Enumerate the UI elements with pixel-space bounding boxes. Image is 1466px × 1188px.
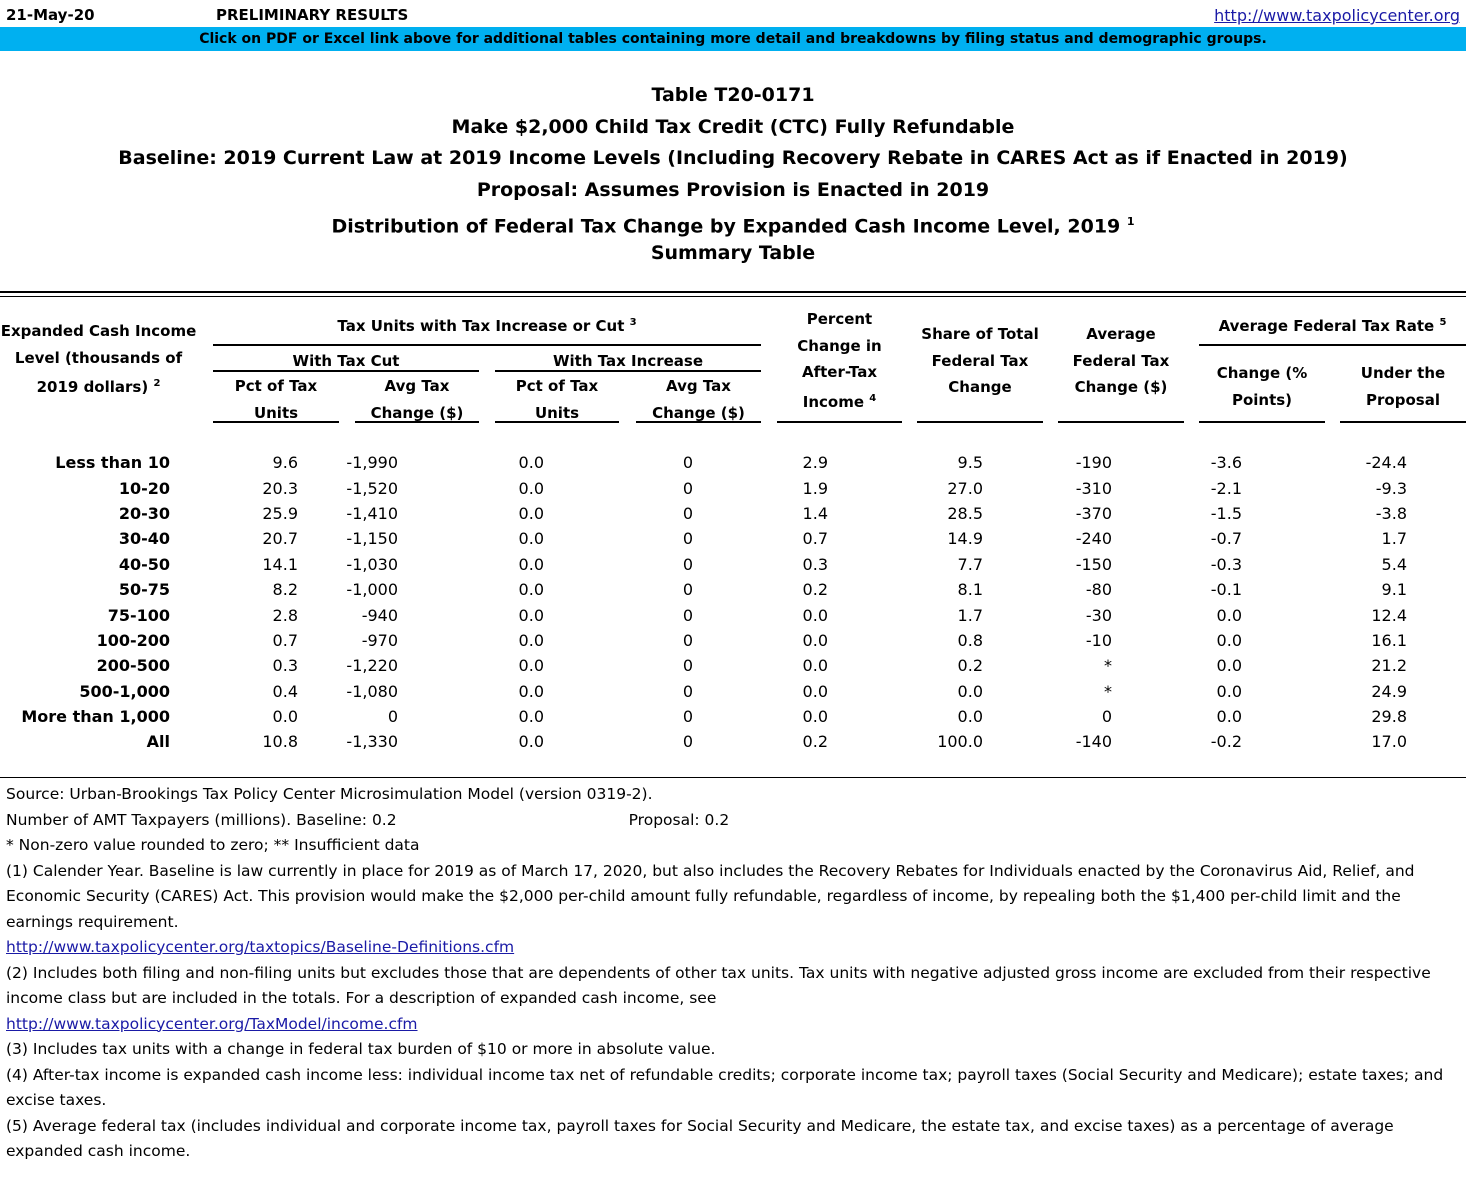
table-row xyxy=(0,450,1440,475)
cell-share: 28.5 xyxy=(947,503,983,523)
cell-inc-avg: 0 xyxy=(682,732,693,752)
cell-inc-avg: 0 xyxy=(682,707,693,727)
group-rate-underline xyxy=(1199,344,1466,346)
col-underline xyxy=(777,421,902,423)
table-row xyxy=(0,475,1440,500)
subgroup-tax-cut-header: With Tax Cut xyxy=(292,352,400,370)
cell-inc-avg: 0 xyxy=(682,656,693,676)
cell-avg-fed: * xyxy=(1104,681,1112,701)
cell-rate-under: 16.1 xyxy=(1371,630,1407,650)
cell-avg-fed: * xyxy=(1104,656,1112,676)
cell-rate-change: -0.3 xyxy=(1210,554,1242,574)
table-row xyxy=(0,653,1440,678)
title-line-4: Distribution of Federal Tax Change by Expanded Cash Income Level, 2019 $^1$ xyxy=(331,215,1135,238)
col-avg-fed-header: Average Federal Tax Change ($) xyxy=(1072,325,1170,396)
subgroup-cut-underline xyxy=(213,370,479,372)
table-row xyxy=(0,526,1440,551)
cell-cut-avg: -940 xyxy=(361,605,398,625)
cell-pct-change: 1.9 xyxy=(802,478,828,498)
group-avg-rate-header: Average Federal Tax Rate $^5$ xyxy=(1218,317,1447,335)
cell-pct-change: 0.0 xyxy=(802,707,828,727)
cell-cut-avg: -1,000 xyxy=(346,580,398,600)
cell-cut-avg: -1,150 xyxy=(346,529,398,549)
cell-share: 1.7 xyxy=(957,605,983,625)
row-label: 30-40 xyxy=(118,529,170,549)
col-pct-change-header: Percent Change in After-Tax Income $^4$ xyxy=(797,310,882,411)
col-underline xyxy=(1199,421,1325,423)
cell-cut-avg: -1,990 xyxy=(346,453,398,473)
note-3: (3) Includes tax units with a change in federal tax burden of $10 or more in absolute value. xyxy=(6,1040,716,1058)
cell-pct-change: 0.2 xyxy=(802,732,828,752)
cell-pct-change: 0.3 xyxy=(802,554,828,574)
cell-avg-fed: -310 xyxy=(1075,478,1112,498)
cell-cut-avg: -970 xyxy=(361,630,398,650)
col-inc-avg-header: Avg Tax Change ($) xyxy=(652,377,745,422)
group-tax-units-header: Tax Units with Tax Increase or Cut $^3$ xyxy=(337,317,637,335)
row-label: More than 1,000 xyxy=(21,707,170,727)
table-row xyxy=(0,704,1440,729)
cell-rate-change: -1.5 xyxy=(1210,503,1242,523)
cell-rate-change: 0.0 xyxy=(1216,681,1242,701)
cell-avg-fed: -150 xyxy=(1075,554,1112,574)
cell-share: 0.8 xyxy=(957,630,983,650)
cell-cut-pct: 0.0 xyxy=(272,707,298,727)
cell-rate-under: 12.4 xyxy=(1371,605,1407,625)
table-notes xyxy=(6,782,1461,1165)
col-underline xyxy=(355,421,479,423)
cell-share: 0.0 xyxy=(957,707,983,727)
cell-share: 14.9 xyxy=(947,529,983,549)
cell-cut-avg: -1,030 xyxy=(346,554,398,574)
preliminary-label: PRELIMINARY RESULTS xyxy=(216,6,409,24)
cell-cut-pct: 10.8 xyxy=(262,732,298,752)
col-rate-change-header: Change (% Points) xyxy=(1216,364,1308,409)
col-underline xyxy=(495,421,619,423)
cell-inc-pct: 0.0 xyxy=(518,707,544,727)
cell-inc-avg: 0 xyxy=(682,478,693,498)
info-banner: Click on PDF or Excel link above for additional tables containing more detail and breakdowns by filing status and demographic groups. xyxy=(0,27,1466,51)
cell-rate-change: 0.0 xyxy=(1216,707,1242,727)
table-row xyxy=(0,577,1440,602)
cell-inc-pct: 0.0 xyxy=(518,478,544,498)
row-label: 20-30 xyxy=(118,503,170,523)
title-line-2: Baseline: 2019 Current Law at 2019 Income Levels (Including Recovery Rebate in CARES Act as if Enacted in 2019) xyxy=(118,147,1348,170)
cell-cut-pct: 0.3 xyxy=(272,656,298,676)
cell-cut-avg: -1,330 xyxy=(346,732,398,752)
table-row xyxy=(0,552,1440,577)
cell-inc-pct: 0.0 xyxy=(518,503,544,523)
amt-note: Number of AMT Taxpayers (millions). Baseline: 0.2 Proposal: 0.2 xyxy=(6,810,730,829)
cell-share: 0.2 xyxy=(957,656,983,676)
baseline-definitions-link[interactable]: http://www.taxpolicycenter.org/taxtopics/Baseline-Definitions.cfm xyxy=(6,938,515,956)
cell-share: 9.5 xyxy=(957,453,983,473)
row-label: 100-200 xyxy=(96,630,170,650)
cell-rate-change: 0.0 xyxy=(1216,630,1242,650)
note-4: (4) After-tax income is expanded cash income less: individual income tax net of refundable credits; corporate income tax; payroll taxes (Social Security and Medicare); estate taxes; and excise taxes. xyxy=(6,1065,1444,1109)
cell-inc-pct: 0.0 xyxy=(518,605,544,625)
income-model-link[interactable]: http://www.taxpolicycenter.org/TaxModel/income.cfm xyxy=(6,1014,418,1033)
cell-pct-change: 0.0 xyxy=(802,681,828,701)
cell-cut-pct: 20.3 xyxy=(262,478,298,498)
cell-inc-pct: 0.0 xyxy=(518,529,544,549)
cell-rate-under: -24.4 xyxy=(1365,453,1407,473)
subgroup-increase-underline xyxy=(495,370,761,372)
note-2: (2) Includes both filing and non-filing units but excludes those that are dependents of other tax units. Tax units with negative adjusted gross income are excluded from their respective income class but are included in the totals. For a description of expanded cash income, see xyxy=(6,963,1431,1007)
cell-inc-pct: 0.0 xyxy=(518,630,544,650)
col-underline xyxy=(213,421,339,423)
row-label: 200-500 xyxy=(96,656,170,676)
cell-inc-pct: 0.0 xyxy=(518,681,544,701)
cell-inc-pct: 0.0 xyxy=(518,656,544,676)
cell-inc-avg: 0 xyxy=(682,605,693,625)
cell-rate-under: 5.4 xyxy=(1381,554,1407,574)
cell-share: 7.7 xyxy=(957,554,983,574)
cell-avg-fed: -80 xyxy=(1085,580,1112,600)
cell-avg-fed: -370 xyxy=(1075,503,1112,523)
cell-rate-under: 9.1 xyxy=(1381,580,1407,600)
table-row xyxy=(0,602,1440,627)
cell-rate-under: 29.8 xyxy=(1371,707,1407,727)
col-rate-under-header: Under the Proposal xyxy=(1360,364,1446,409)
cell-inc-pct: 0.0 xyxy=(518,732,544,752)
note-5: (5) Average federal tax (includes individual and corporate income tax, payroll taxes for Social Security and Medicare, the estate tax, and excise taxes) as a percentage of average expanded cash income. xyxy=(6,1116,1394,1160)
report-date: 21-May-20 xyxy=(6,6,95,24)
col-underline xyxy=(636,421,761,423)
cell-rate-under: 24.9 xyxy=(1371,681,1407,701)
title-line-3: Proposal: Assumes Provision is Enacted in 2019 xyxy=(476,178,990,201)
table-row xyxy=(0,628,1440,653)
col-cut-avg-header: Avg Tax Change ($) xyxy=(370,377,464,422)
cell-inc-avg: 0 xyxy=(682,554,693,574)
col-cut-pct-header: Pct of Tax Units xyxy=(234,377,318,422)
col-underline xyxy=(1340,421,1466,423)
col-income-header: Expanded Cash Income Level (thousands of 2019 dollars) $^2$ xyxy=(0,322,197,396)
cell-pct-change: 0.0 xyxy=(802,656,828,676)
cell-cut-pct: 25.9 xyxy=(262,503,298,523)
cell-inc-avg: 0 xyxy=(682,681,693,701)
cell-pct-change: 0.7 xyxy=(802,529,828,549)
cell-cut-avg: -1,220 xyxy=(346,656,398,676)
cell-inc-avg: 0 xyxy=(682,580,693,600)
cell-cut-avg: 0 xyxy=(387,707,398,727)
cell-rate-change: -0.1 xyxy=(1210,580,1242,600)
source-note: Source: Urban-Brookings Tax Policy Center Microsimulation Model (version 0319-2). xyxy=(6,785,653,803)
cell-cut-pct: 20.7 xyxy=(262,529,298,549)
cell-rate-change: 0.0 xyxy=(1216,605,1242,625)
group-units-underline xyxy=(213,344,761,346)
cell-cut-pct: 0.7 xyxy=(272,630,298,650)
cell-share: 27.0 xyxy=(947,478,983,498)
table-id: Table T20-0171 xyxy=(651,84,815,106)
header-top-rule xyxy=(0,291,1466,293)
row-label: 40-50 xyxy=(118,554,170,574)
row-label: Less than 10 xyxy=(55,453,170,473)
cell-inc-avg: 0 xyxy=(682,529,693,549)
header-top-rule-2 xyxy=(0,296,1466,297)
cell-inc-pct: 0.0 xyxy=(518,554,544,574)
cell-inc-avg: 0 xyxy=(682,453,693,473)
subgroup-tax-increase-header: With Tax Increase xyxy=(552,352,704,370)
cell-avg-fed: -240 xyxy=(1075,529,1112,549)
title-line-1: Make $2,000 Child Tax Credit (CTC) Fully Refundable xyxy=(451,115,1015,138)
cell-pct-change: 1.4 xyxy=(802,503,828,523)
cell-avg-fed: -140 xyxy=(1075,732,1112,752)
row-label: 10-20 xyxy=(118,478,170,498)
cell-cut-pct: 8.2 xyxy=(272,580,298,600)
cell-rate-change: -2.1 xyxy=(1210,478,1242,498)
col-inc-pct-header: Pct of Tax Units xyxy=(515,377,599,422)
cell-share: 8.1 xyxy=(957,580,983,600)
cell-avg-fed: -30 xyxy=(1085,605,1112,625)
cell-rate-under: 17.0 xyxy=(1371,732,1407,752)
cell-inc-avg: 0 xyxy=(682,503,693,523)
cell-rate-change: -3.6 xyxy=(1210,453,1242,473)
table-row xyxy=(0,679,1440,704)
table-row xyxy=(0,501,1440,526)
cell-pct-change: 0.0 xyxy=(802,630,828,650)
cell-avg-fed: 0 xyxy=(1101,707,1112,727)
title-line-5: Summary Table xyxy=(650,241,816,264)
cell-rate-change: -0.2 xyxy=(1210,732,1242,752)
col-underline xyxy=(1058,421,1184,423)
cell-rate-change: -0.7 xyxy=(1210,529,1242,549)
row-label: 75-100 xyxy=(107,605,170,625)
cell-avg-fed: -190 xyxy=(1075,453,1112,473)
cell-cut-pct: 14.1 xyxy=(262,554,298,574)
cell-rate-under: 21.2 xyxy=(1371,656,1407,676)
distribution-table xyxy=(0,450,1440,755)
note-1: (1) Calender Year. Baseline is law currently in place for 2019 as of March 17, 2020, but also includes the Recovery Rebates for Individuals enacted by the Coronavirus Aid, Relief, and Economic Security (CARES) Act. This provision would make the $2,000 per-child amount fully refundable, regardless of income, by repealing both the $1,400 per-child limit and the earnings requirement. xyxy=(6,861,1415,931)
cell-cut-pct: 0.4 xyxy=(272,681,298,701)
cell-rate-under: -9.3 xyxy=(1375,478,1407,498)
cell-cut-pct: 9.6 xyxy=(272,453,298,473)
cell-rate-change: 0.0 xyxy=(1216,656,1242,676)
cell-pct-change: 0.2 xyxy=(802,580,828,600)
tpc-home-link[interactable]: http://www.taxpolicycenter.org xyxy=(1214,6,1460,25)
cell-pct-change: 0.0 xyxy=(802,605,828,625)
cell-cut-avg: -1,520 xyxy=(346,478,398,498)
cell-inc-pct: 0.0 xyxy=(518,580,544,600)
table-titles xyxy=(0,80,1466,270)
cell-avg-fed: -10 xyxy=(1085,630,1112,650)
cell-share: 100.0 xyxy=(937,732,983,752)
cell-share: 0.0 xyxy=(957,681,983,701)
col-underline xyxy=(917,421,1043,423)
cell-pct-change: 2.9 xyxy=(802,453,828,473)
cell-rate-under: -3.8 xyxy=(1375,503,1407,523)
table-row xyxy=(0,729,1440,754)
row-label: All xyxy=(146,732,170,752)
col-share-header: Share of Total Federal Tax Change xyxy=(921,325,1039,396)
cell-rate-under: 1.7 xyxy=(1381,529,1407,549)
cell-cut-avg: -1,080 xyxy=(346,681,398,701)
cell-inc-pct: 0.0 xyxy=(518,453,544,473)
row-label: 500-1,000 xyxy=(79,681,170,701)
cell-inc-avg: 0 xyxy=(682,630,693,650)
row-label: 50-75 xyxy=(118,580,170,600)
table-bottom-rule xyxy=(0,777,1466,778)
cell-cut-avg: -1,410 xyxy=(346,503,398,523)
cell-cut-pct: 2.8 xyxy=(272,605,298,625)
nonzero-note: * Non-zero value rounded to zero; ** Insufficient data xyxy=(6,836,420,854)
